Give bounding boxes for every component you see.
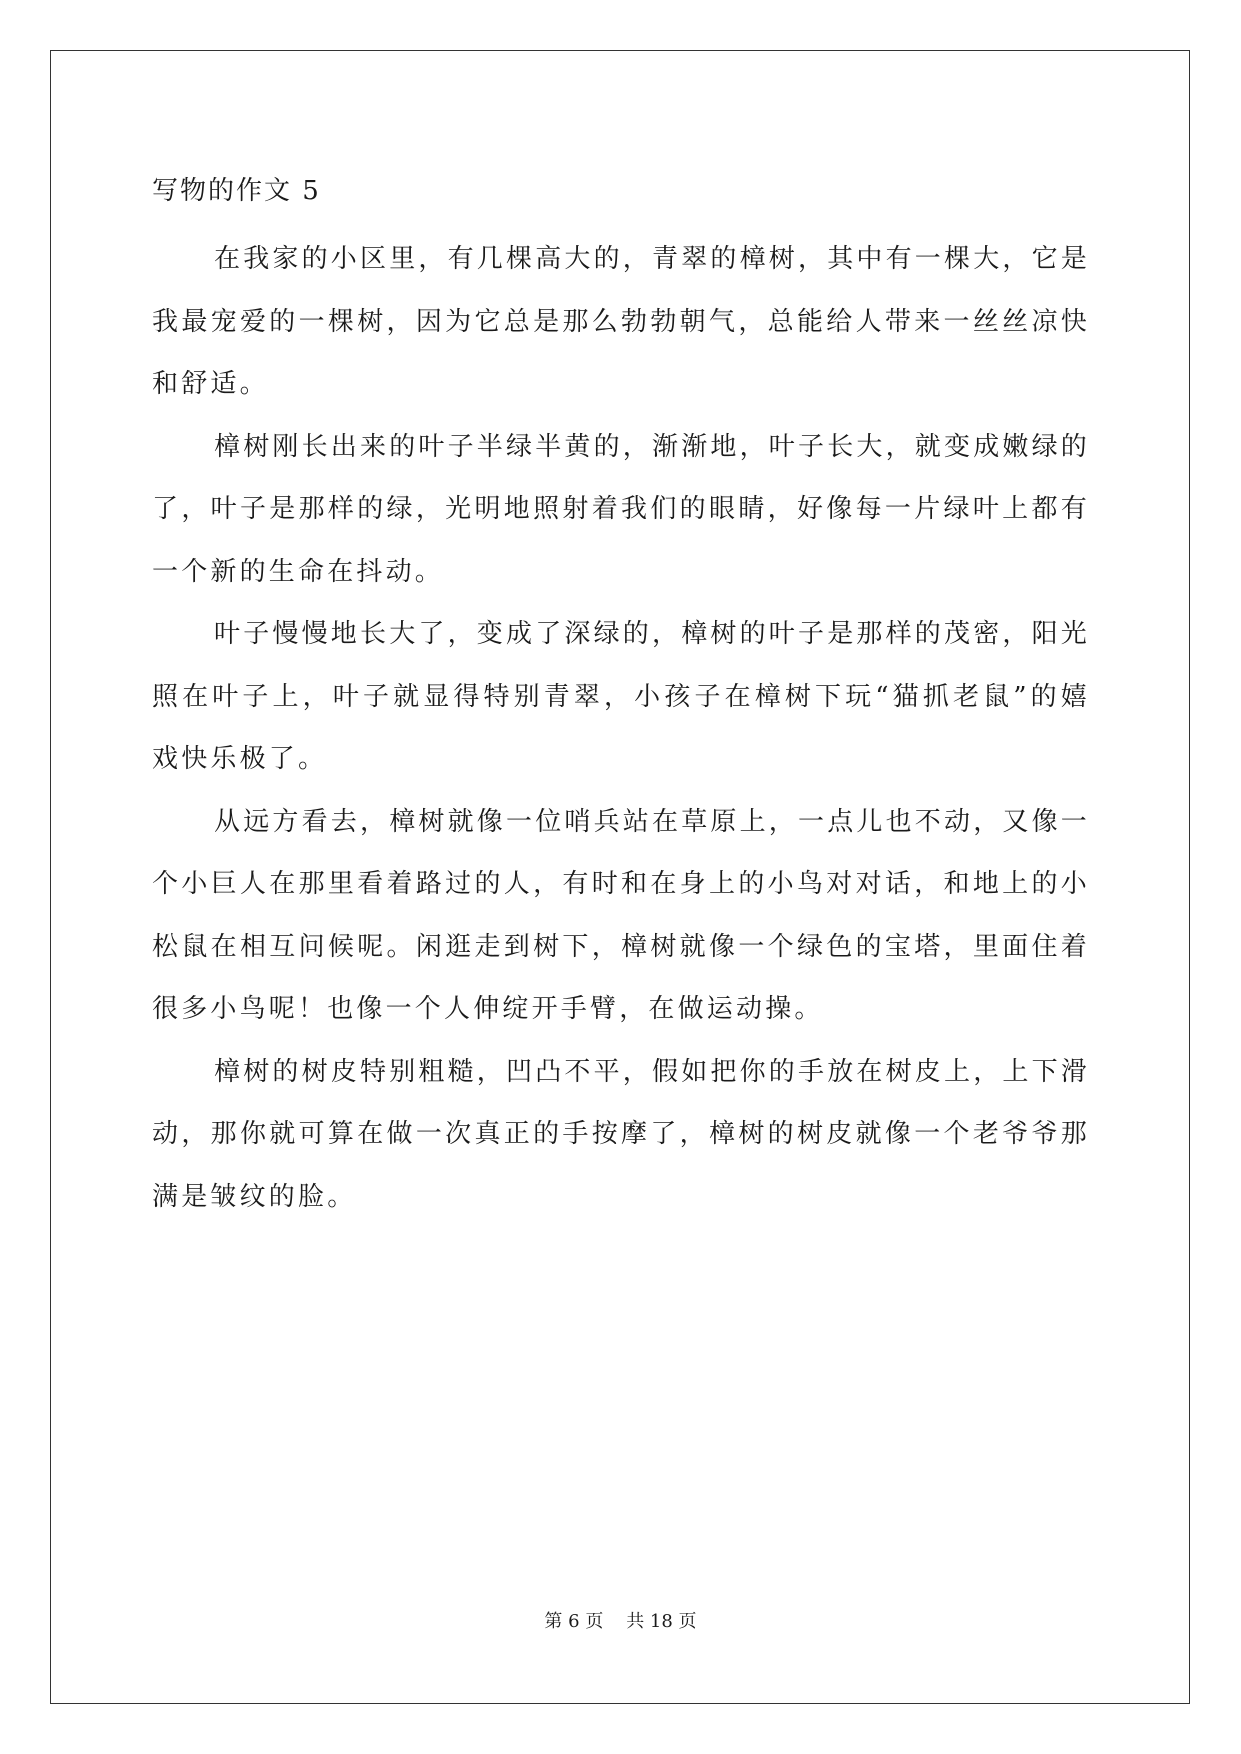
- paragraph: 从远方看去，樟树就像一位哨兵站在草原上，一点儿也不动，又像一个小巨人在那里看着路过的人，有时和在身上的小鸟对对话，和地上的小松鼠在相互问候呢。闲逛走到树下，樟树就像一个绿色的宝塔，里面住着很多小鸟呢！也像一个人伸绽开手臂，在做运动操。: [152, 806, 1091, 1024]
- paragraph: 樟树刚长出来的叶子半绿半黄的，渐渐地，叶子长大，就变成嫩绿的了，叶子是那样的绿，光明地照射着我们的眼睛，好像每一片绿叶上都有一个新的生命在抖动。: [152, 431, 1091, 587]
- paragraph: 樟树的树皮特别粗糙，凹凸不平，假如把你的手放在树皮上，上下滑动，那你就可算在做一次真正的手按摩了，樟树的树皮就像一个老爷爷那满是皱纹的脸。: [152, 1056, 1091, 1212]
- document-title: 写物的作文 5: [152, 176, 321, 206]
- document-body: [152, 228, 1090, 1228]
- paragraph: 在我家的小区里，有几棵高大的，青翠的樟树，其中有一棵大，它是我最宠爱的一棵树，因为它总是那么勃勃朝气，总能给人带来一丝丝凉快和舒适。: [152, 244, 1091, 399]
- paragraph: 叶子慢慢地长大了，变成了深绿的，樟树的叶子是那样的茂密，阳光照在叶子上，叶子就显得特别青翠，小孩子在樟树下玩“猫抓老鼠”的嬉戏快乐极了。: [152, 619, 1091, 774]
- page-number-footer: 第 6 页 共 18 页: [544, 1611, 697, 1632]
